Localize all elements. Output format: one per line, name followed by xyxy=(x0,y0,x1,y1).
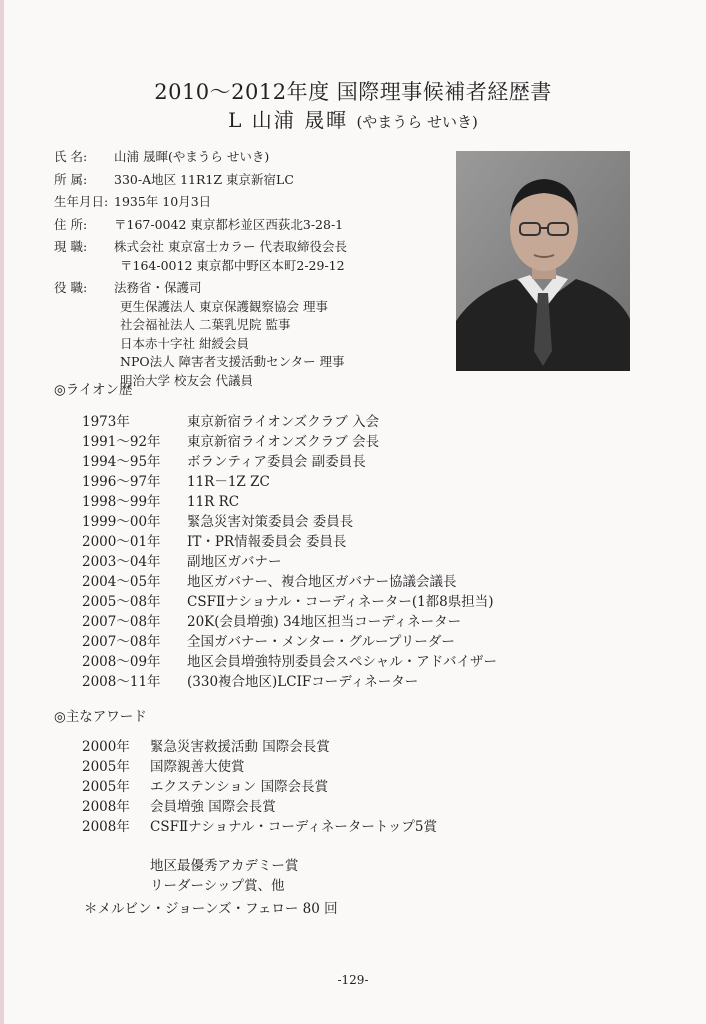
list-item xyxy=(82,797,437,817)
page-edge xyxy=(0,0,4,1024)
list-item xyxy=(82,412,497,432)
history-year: 2005～08年 xyxy=(82,594,161,610)
history-desc: 20K(会員増強) 34地区担当コーディネーター xyxy=(187,614,462,630)
award-year: 2000年 xyxy=(82,739,130,755)
profile-belongs-row xyxy=(54,171,454,190)
profile-roles-row xyxy=(54,279,454,390)
list-item xyxy=(82,432,497,452)
award-extras xyxy=(150,856,298,896)
award-desc: エクステンション 国際会長賞 xyxy=(150,779,329,795)
awards-heading: ◎主なアワード xyxy=(54,709,147,725)
profile-address-row xyxy=(54,216,454,235)
profile-label: 役 職: xyxy=(54,280,88,295)
page-number: -129- xyxy=(337,973,369,987)
melvin-jones-fellow: ＊メルビン・ジョーンズ・フェロー 80 回 xyxy=(84,901,338,917)
history-year: 2003～04年 xyxy=(82,554,161,570)
profile-label: 住 所: xyxy=(54,216,88,232)
profile-name-row xyxy=(54,148,454,167)
profile-label: 所 属: xyxy=(54,171,88,187)
award-year: 2008年 xyxy=(82,819,130,835)
award-desc: 緊急災害救援活動 国際会長賞 xyxy=(150,739,330,755)
history-year: 2008～09年 xyxy=(82,654,161,670)
history-desc: 東京新宿ライオンズクラブ 会長 xyxy=(187,434,380,450)
profile-label: 生年月日: xyxy=(54,194,109,209)
list-item xyxy=(82,737,437,757)
profile-value: 山浦 晟暉(やまうら せいき) xyxy=(114,149,270,164)
history-desc: CSFⅡナショナル・コーディネーター(1都8県担当) xyxy=(187,594,494,610)
portrait-illustration xyxy=(456,151,630,371)
candidate-name: L 山浦 晟暉 xyxy=(228,108,349,132)
history-year: 1998～99年 xyxy=(82,494,161,510)
history-year: 1991～92年 xyxy=(82,434,161,450)
history-year: 1999～00年 xyxy=(82,514,161,530)
list-item xyxy=(82,777,437,797)
history-desc: 11R－1Z ZC xyxy=(187,474,270,490)
history-year: 1973年 xyxy=(82,414,130,430)
list-item xyxy=(82,452,497,472)
award-year: 2005年 xyxy=(82,759,130,775)
profile-birth-row xyxy=(54,193,454,212)
history-desc: 地区会員増強特別委員会スペシャル・アドバイザー xyxy=(187,654,497,670)
history-year: 1994～95年 xyxy=(82,454,161,470)
list-item xyxy=(82,592,497,612)
profile-value: 1935年 10月3日 xyxy=(114,194,212,209)
history-desc: (330複合地区)LCIFコーディネーター xyxy=(187,674,419,690)
profile-value: 330-A地区 11R1Z 東京新宿LC xyxy=(114,171,294,187)
award-desc: CSFⅡナショナル・コーディネータートップ5賞 xyxy=(150,819,438,835)
award-extra-line: 地区最優秀アカデミー賞 xyxy=(150,858,299,874)
history-year: 2000～01年 xyxy=(82,534,161,550)
list-item xyxy=(82,632,497,652)
list-item xyxy=(82,817,437,837)
list-item xyxy=(82,472,497,492)
history-year: 2007～08年 xyxy=(82,634,161,650)
list-item xyxy=(82,612,497,632)
history-desc: 東京新宿ライオンズクラブ 入会 xyxy=(187,414,380,430)
list-item xyxy=(82,552,497,572)
role-line: 日本赤十字社 紺綬会員 xyxy=(120,335,249,351)
list-item xyxy=(82,492,497,512)
award-year: 2008年 xyxy=(82,799,130,815)
lions-history-heading: ◎ライオン歴 xyxy=(54,382,133,398)
profile-label: 氏 名: xyxy=(54,149,88,164)
portrait-photo xyxy=(456,151,630,371)
history-desc: 全国ガバナー・メンター・グループリーダー xyxy=(187,634,455,650)
role-line: 明治大学 校友会 代議員 xyxy=(120,372,253,388)
award-desc: 会員増強 国際会長賞 xyxy=(150,799,276,815)
history-desc: 11R RC xyxy=(187,494,240,510)
list-item xyxy=(82,572,497,592)
history-year: 2004～05年 xyxy=(82,574,161,590)
role-line: 更生保護法人 東京保護観察協会 理事 xyxy=(120,298,328,314)
list-item xyxy=(82,512,497,532)
history-desc: 地区ガバナー、複合地区ガバナー協議会議長 xyxy=(187,574,457,590)
candidate-name-reading: (やまうら せいき) xyxy=(356,113,478,131)
history-year: 2008～11年 xyxy=(82,674,161,690)
award-extra-line: リーダーシップ賞、他 xyxy=(150,878,285,894)
profile-value: 〒164-0012 東京都中野区本町2-29-12 xyxy=(120,257,345,273)
candidate-name-heading xyxy=(0,104,706,133)
profile-value: 〒167-0042 東京都杉並区西荻北3-28-1 xyxy=(114,216,344,232)
role-line: 法務省・保護司 xyxy=(114,280,202,295)
list-item xyxy=(82,672,497,692)
history-desc: 副地区ガバナー xyxy=(187,554,282,570)
lions-history-list xyxy=(82,412,497,692)
profile-block xyxy=(54,148,454,390)
award-year: 2005年 xyxy=(82,779,130,795)
history-year: 2007～08年 xyxy=(82,614,161,630)
history-desc: IT・PR情報委員会 委員長 xyxy=(187,534,347,550)
award-desc: 国際親善大使賞 xyxy=(150,759,245,775)
history-year: 1996～97年 xyxy=(82,474,161,490)
list-item xyxy=(82,532,497,552)
profile-value: 株式会社 東京富士カラー 代表取締役会長 xyxy=(114,239,347,254)
profile-label: 現 職: xyxy=(54,239,88,254)
list-item xyxy=(82,757,437,777)
document-title: 2010～2012年度 国際理事候補者経歴書 xyxy=(154,80,552,104)
profile-job-row xyxy=(54,238,454,275)
role-line: NPO法人 障害者支援活動センター 理事 xyxy=(120,354,345,369)
role-line: 社会福祉法人 二葉乳児院 監事 xyxy=(120,317,291,332)
history-desc: 緊急災害対策委員会 委員長 xyxy=(187,514,354,530)
history-desc: ボランティア委員会 副委員長 xyxy=(187,454,366,470)
list-item xyxy=(82,652,497,672)
awards-list xyxy=(82,737,437,837)
